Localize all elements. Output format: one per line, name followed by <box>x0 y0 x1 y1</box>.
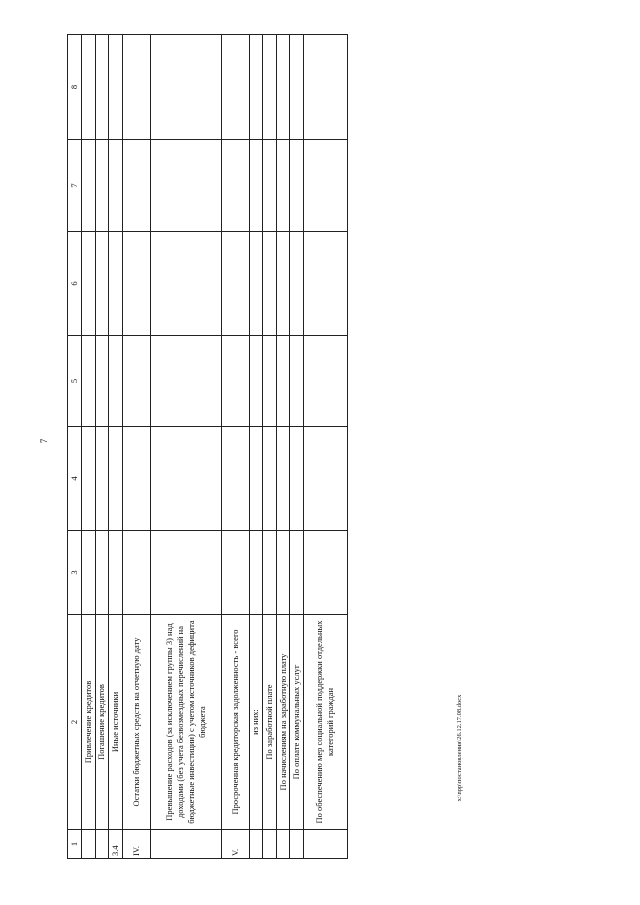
table-cell <box>276 35 290 140</box>
table-cell <box>122 140 150 232</box>
row-name: По оплате коммунальных услуг <box>290 615 304 830</box>
table-cell <box>151 427 222 531</box>
row-name: По обеспечению мер социальной поддержки отдельных категорий граждан <box>303 615 347 830</box>
table-cell <box>151 336 222 427</box>
column-header: 5 <box>68 336 82 427</box>
row-name: Просроченная кредиторская задолженность - всего <box>222 615 249 830</box>
table-cell <box>222 35 249 140</box>
table-cell <box>263 140 277 232</box>
column-header: 7 <box>68 140 82 232</box>
footer-file-path: x:\npp\постановления\26.12.17.08.docx <box>456 694 463 802</box>
page-number: 7 <box>39 438 49 444</box>
row-number <box>276 830 290 859</box>
table-cell <box>276 232 290 336</box>
table-cell <box>290 232 304 336</box>
row-name: Иные источники <box>109 615 123 830</box>
row-name: Превышение расходов (за исключением группы 3) над доходами (без учета безвозмездных перечислений на бюджетные инвестиции) с учетом источников дефицита бюджета <box>151 615 222 830</box>
header-row <box>68 35 82 859</box>
table-cell <box>109 140 123 232</box>
table-cell <box>122 35 150 140</box>
table-cell <box>109 232 123 336</box>
table-cell <box>122 336 150 427</box>
row-name: По заработной плате <box>263 615 277 830</box>
table-cell <box>222 427 249 531</box>
row-name: По начислениям на заработную плату <box>276 615 290 830</box>
row-number: V. <box>222 830 249 859</box>
table-cell <box>109 427 123 531</box>
table-cell <box>122 232 150 336</box>
table-cell <box>276 140 290 232</box>
table-cell <box>222 140 249 232</box>
table-cell <box>290 35 304 140</box>
table-cell <box>122 427 150 531</box>
table-row <box>82 35 96 859</box>
table-cell <box>95 232 109 336</box>
table-cell <box>249 232 263 336</box>
table-row <box>95 35 109 859</box>
table-cell <box>290 427 304 531</box>
table-row <box>303 35 347 859</box>
table-cell <box>82 336 96 427</box>
table-cell <box>249 35 263 140</box>
table-cell <box>249 531 263 615</box>
table-cell <box>303 336 347 427</box>
table-cell <box>151 35 222 140</box>
table-cell <box>276 531 290 615</box>
table-cell <box>290 336 304 427</box>
table-cell <box>151 140 222 232</box>
table-cell <box>95 35 109 140</box>
table-cell <box>82 140 96 232</box>
table-row <box>222 35 249 859</box>
table-cell <box>290 531 304 615</box>
row-number <box>95 830 109 859</box>
column-header: 8 <box>68 35 82 140</box>
table-cell <box>249 336 263 427</box>
table-row <box>151 35 222 859</box>
table-row <box>122 35 150 859</box>
table-cell <box>303 427 347 531</box>
row-name: Остатки бюджетных средств на отчетную дату <box>122 615 150 830</box>
table-cell <box>249 140 263 232</box>
table-row <box>263 35 277 859</box>
table-cell <box>222 531 249 615</box>
table-cell <box>151 531 222 615</box>
table-cell <box>303 35 347 140</box>
column-header: 3 <box>68 531 82 615</box>
table-cell <box>222 232 249 336</box>
report-table-container <box>67 35 348 859</box>
table-cell <box>303 232 347 336</box>
row-name: из них: <box>249 615 263 830</box>
row-number <box>290 830 304 859</box>
report-table-rotated <box>67 35 348 859</box>
row-name: Погашение кредитов <box>95 615 109 830</box>
table-cell <box>151 232 222 336</box>
table-cell <box>263 35 277 140</box>
table-cell <box>82 427 96 531</box>
table-cell <box>95 336 109 427</box>
table-cell <box>95 531 109 615</box>
table-row <box>276 35 290 859</box>
table-cell <box>290 140 304 232</box>
table-cell <box>249 427 263 531</box>
table-cell <box>303 531 347 615</box>
column-header: 1 <box>68 830 82 859</box>
table-cell <box>222 336 249 427</box>
table-cell <box>263 531 277 615</box>
row-number: 3.4 <box>109 830 123 859</box>
row-number <box>249 830 263 859</box>
table-row <box>249 35 263 859</box>
table-cell <box>263 427 277 531</box>
table-row <box>109 35 123 859</box>
table-cell <box>109 531 123 615</box>
table-cell <box>109 336 123 427</box>
table-cell <box>82 35 96 140</box>
column-header: 6 <box>68 232 82 336</box>
table-cell <box>263 336 277 427</box>
report-table <box>67 34 348 859</box>
column-header: 4 <box>68 427 82 531</box>
row-number: IV. <box>122 830 150 859</box>
table-cell <box>263 232 277 336</box>
row-number <box>151 830 222 859</box>
row-number <box>82 830 96 859</box>
row-name: Привлечение кредитов <box>82 615 96 830</box>
table-cell <box>122 531 150 615</box>
table-row <box>290 35 304 859</box>
table-cell <box>303 140 347 232</box>
table-cell <box>82 531 96 615</box>
table-cell <box>95 427 109 531</box>
table-cell <box>95 140 109 232</box>
table-cell <box>276 427 290 531</box>
row-number <box>303 830 347 859</box>
row-number <box>263 830 277 859</box>
column-header: 2 <box>68 615 82 830</box>
table-cell <box>109 35 123 140</box>
table-cell <box>276 336 290 427</box>
table-cell <box>82 232 96 336</box>
